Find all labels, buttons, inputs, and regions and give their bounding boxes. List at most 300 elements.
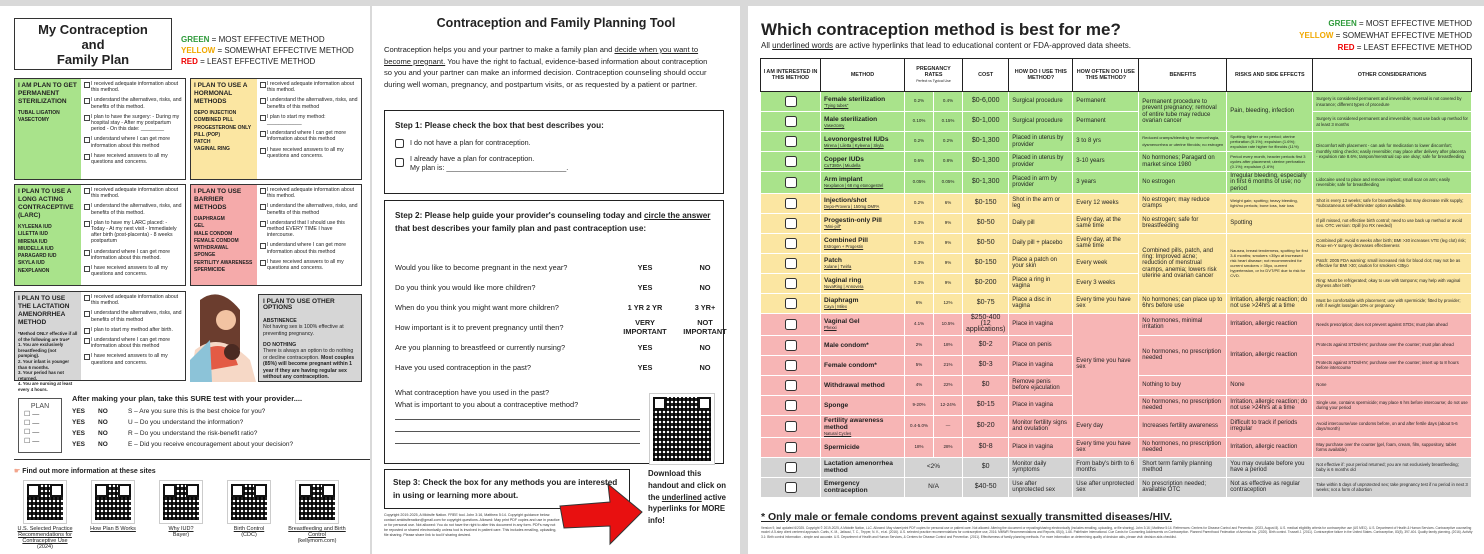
qr-code[interactable]: [24, 481, 66, 523]
method-cell: Withdrawal method: [821, 375, 905, 395]
cost: $0-50: [963, 213, 1009, 233]
method-cell: Patch Xulane | Twirla: [821, 253, 905, 273]
benefits: No prescription needed; available OTC: [1139, 477, 1227, 497]
risks-side-effects: Spotting; lighter or no period; uterine perforation (0.1%); expulsion (1.6%); expulsion rate higher for fibroids (11%): [1227, 132, 1313, 152]
method-brand-links[interactable]: Nexplanon | 68 mg etonogestrel: [824, 183, 884, 189]
cost: $0: [963, 457, 1009, 477]
pregnancy-rate-typical: 0.4%: [934, 92, 963, 112]
step1-box: Step 1: Please check the box that best describes you: I do not have a plan for contraception. I already have a plan for contraception. My plan is: ______________________________.: [384, 110, 724, 194]
answer-option-b[interactable]: NO: [699, 343, 711, 352]
intro-link[interactable]: decide when you want to become pregnant.: [384, 45, 699, 66]
qr-code[interactable]: [92, 481, 134, 523]
plan-checkbox-item[interactable]: I plan to start my method: ____________: [260, 114, 358, 126]
column-header: HOW OFTEN DO I USE THIS METHOD?: [1073, 59, 1139, 92]
pregnancy-rate-perfect: 0.3%: [905, 253, 934, 273]
method-list-item: MALE CONDOM: [194, 230, 233, 237]
interest-checkbox[interactable]: [785, 96, 797, 107]
resource-site: [148, 481, 214, 538]
benefits: No hormones; Paragard on market since 1980: [1139, 152, 1227, 172]
pregnancy-rate-typical: 12-24%: [934, 395, 963, 415]
pregnancy-rate-typical: 18%: [934, 335, 963, 355]
interest-checkbox[interactable]: [785, 198, 797, 209]
risks-side-effects: Pain, bleeding, infection: [1227, 92, 1313, 132]
method-row: [761, 172, 1472, 194]
plan-checkbox-item[interactable]: I received adequate information about this method.: [260, 187, 358, 199]
method-brand-links[interactable]: Xulane | Twirla: [824, 264, 852, 270]
no-plan-checkbox[interactable]: [395, 139, 404, 148]
sure-question-row: [72, 441, 370, 448]
sure-question-row: [72, 419, 370, 426]
page-my-family-plan: [0, 6, 370, 554]
answer-option-b[interactable]: NO: [699, 283, 711, 292]
column-header: BENEFITS: [1139, 59, 1227, 92]
pregnancy-rate-typical: 9%: [934, 273, 963, 293]
method-brand-links[interactable]: "Tying tubes": [824, 102, 849, 108]
pregnancy-rate-typical: 0.15%: [934, 112, 963, 132]
red-arrow-icon: [558, 480, 644, 546]
yes-option[interactable]: YES: [72, 419, 86, 426]
pregnancy-rate-typical: 28%: [934, 437, 963, 457]
interest-checkbox[interactable]: [785, 319, 797, 330]
other-considerations: Not effective if: your period returned; you are not exclusively breastfeeding; baby is 6 months old: [1313, 457, 1472, 477]
how-to-use: Placed in uterus by provider: [1009, 132, 1073, 152]
plan-checklist-icon: PLAN ☐ ― ☐ ― ☐ ― ☐ ―: [18, 398, 62, 453]
condom-footnote: * Only male or female condoms prevent against sexually transmitted diseases/HIV.: [761, 511, 1173, 523]
step1-option-no-plan: I do not have a plan for contraception.: [395, 138, 713, 148]
answer-option-b[interactable]: NO: [699, 363, 711, 372]
how-often: Every time you have sex: [1073, 313, 1139, 415]
method-row: [761, 437, 1472, 457]
method-brand-links[interactable]: CuT380A | Miudella: [824, 162, 861, 168]
answer-option-a[interactable]: YES: [637, 263, 653, 272]
references-text: Version 9, last updated 6/2025. Copyright © 2019-2025, A Midwife Nation, LLC. Allowed: May share/print PDF copies for personal use or patient care. Not allowed: Altering the document or reposting/sharing electronically (includes emailing, uploading, or file sharing). John 3:16 | Matthew 5:14. References: Centers for Disease Control and Prevention. (2023, August 8). U.S. medical eligibility criteria for contraceptive use (US MEC). U.S. Department of Health & Human Services. Contraceptive counseling model: A 5-step client centered approach. Curtis, K. M., Jatlaoui, T. C., Tepper, N. K., et al. (2016). U.S. selected practice recommendations for contraceptive use, 2016. MMWR Recommendations and Reports, 65(4), 1-66. Pathfinder International. Cue Cards for Counseling Adolescents on Contraception. Planned Parenthood Federation of America Inc. (2020). Birth control. Trussell J. (2011). Contraceptive failure in the United States. Contraception, 83(5), 397-404. Quality family planning. (2016). Activity 3.1: Birth control information - simple and accurate. U.S. Department of Health and Human Services, & Centers for Disease Control and Prevention. (2011). Effectiveness of family planning methods. For more information on determining quality of decision aids, please visit: decision aids checklist.: [761, 526, 1473, 539]
how-to-use: Placed in arm by provider: [1009, 172, 1073, 194]
resource-link[interactable]: Why IUD?: [168, 526, 194, 532]
sure-question: E – Did you receive encouragement about your decision?: [128, 441, 294, 448]
plan-checkbox-item[interactable]: I understand where I can get more information about this method: [260, 242, 358, 254]
method-row: [761, 193, 1472, 213]
pregnancy-rate-perfect: 0.3%: [905, 233, 934, 253]
cost: $0-1,000: [963, 112, 1009, 132]
cost: $40-50: [963, 477, 1009, 497]
other-considerations: Lidocaine used to place and remove implant; small scar on arm; easily reversible; safe for breastfeeding: [1313, 172, 1472, 194]
interest-checkbox[interactable]: [785, 298, 797, 309]
column-header: HOW DO I USE THIS METHOD?: [1009, 59, 1073, 92]
other-considerations: Protects against STDs/HIV; purchase over the counter; must plan ahead: [1313, 335, 1472, 355]
other-considerations: May purchase over the counter (gel, foam, cream, film, suppository, tablet forms available): [1313, 437, 1472, 457]
plan-checkbox-item[interactable]: I plan to have my LARC placed: - Today - At my next visit - Immediately after birth (post-placenta) - 8 weeks postpartum: [84, 220, 182, 245]
method-brand-links[interactable]: Mirena | Liletta | Kyleena | Skyla: [824, 142, 884, 148]
plan-checkbox-item[interactable]: I understand the alternatives, risks, and benefits of this method: [260, 203, 358, 215]
interest-checkbox[interactable]: [785, 116, 797, 127]
pregnancy-rate-typical: 0.8%: [934, 152, 963, 172]
method-cell: Lactation amenorrhea method: [821, 457, 905, 477]
how-to-use: Use after unprotected sex: [1009, 477, 1073, 497]
method-brand-links[interactable]: Depo-Provera | 150mg DMPA: [824, 204, 880, 210]
how-often: Every time you have sex: [1073, 437, 1139, 457]
plan-checkbox-item[interactable]: I plan to have the surgery: - During my hospital stay - After my postpartum period - On this date: ________: [84, 114, 182, 133]
counseling-question: Do you think you would like more children? YES NO: [395, 283, 735, 292]
method-list-item: WITHDRAWAL: [194, 245, 229, 252]
page1-title: My Contraception and Family Plan: [14, 18, 172, 70]
risks-side-effects: Weight gain; spotting; heavy bleeding, light/no periods; bone loss, hair loss: [1227, 193, 1313, 213]
how-often: Every time you have sex: [1073, 293, 1139, 313]
method-list-item: SPONGE: [194, 252, 216, 259]
pregnancy-rate-perfect: 0.10%: [905, 112, 934, 132]
benefits: No hormones, no prescription needed: [1139, 335, 1227, 375]
method-cell: Arm implant Nexplanon | 68 mg etonogestrel: [821, 172, 905, 194]
plan-checkbox-item[interactable]: I understand the alternatives, risks, and benefits of this method.: [84, 203, 182, 215]
method-row: [761, 293, 1472, 313]
plan-checkbox-item[interactable]: I understand where I can get more information about this method: [84, 136, 182, 148]
answer-line[interactable]: [395, 443, 640, 444]
plan-checkbox-item[interactable]: I received adequate information about this method.: [260, 81, 358, 93]
how-often: Use after unprotected sex: [1073, 477, 1139, 497]
pregnancy-rate-typical: 0.05%: [934, 172, 963, 194]
column-header: OTHER CONSIDERATIONS: [1313, 59, 1472, 92]
other-considerations: None: [1313, 375, 1472, 395]
counseling-question: How important is it to prevent pregnancy until then? VERY IMPORTANT NOT IMPORTANT: [395, 323, 735, 332]
how-to-use: Monitor fertility signs and ovulation: [1009, 415, 1073, 437]
counseling-question: When do you think you might want more children? 1 YR 2 YR 3 YR+: [395, 303, 735, 312]
risks-side-effects: Irritation, allergic reaction: [1227, 335, 1313, 375]
cost: $0-50: [963, 233, 1009, 253]
answer-option-a[interactable]: YES: [637, 343, 653, 352]
intro-text: Contraception helps you and your partner to make a family plan and decide when you want to become pregnant. You have the right to factual, evidence-based information about contraception so you and your partner can make an informed decision. Contraception counseling should occur during well woman, pregnancy, and postpartum visits, or as requested by a patient or partner.: [384, 45, 708, 90]
plan-checkbox-item[interactable]: I understand where I can get more information about this method.: [84, 249, 182, 261]
interest-checkbox[interactable]: [785, 238, 797, 249]
no-option[interactable]: NO: [98, 419, 108, 426]
method-cell: Levonorgestrel IUDs Mirena | Liletta | Kyleena | Skyla: [821, 132, 905, 152]
benefits: No hormones, no prescription needed: [1139, 437, 1227, 457]
method-brand-links[interactable]: NuvaRing | Annovera: [824, 284, 864, 290]
no-option[interactable]: NO: [98, 441, 108, 448]
method-brand-links[interactable]: Caya | Milex: [824, 304, 847, 310]
plan-checkbox-item[interactable]: I have received answers to all my questions and concerns.: [84, 265, 182, 277]
method-row: [761, 313, 1472, 335]
resource-source: Bayer): [172, 532, 190, 538]
other-considerations: Take within 5 days of unprotected sex; take pregnancy test if no period in next 3 weeks; not a form of abortion: [1313, 477, 1472, 497]
benefits: Nothing to buy: [1139, 375, 1227, 395]
pregnancy-rate-typical: 12%: [934, 293, 963, 313]
interest-checkbox[interactable]: [785, 380, 797, 391]
method-list-item: FERTILITY AWARENESS: [194, 259, 253, 266]
method-list-item: DEPO INJECTION: [194, 110, 237, 116]
answer-option-a[interactable]: YES: [637, 283, 653, 292]
pregnancy-rate-perfect: 2%: [905, 335, 934, 355]
how-often: 3 years: [1073, 172, 1139, 194]
interest-checkbox[interactable]: [785, 340, 797, 351]
download-qr-code[interactable]: [650, 394, 714, 464]
how-often: Every day, at the same time: [1073, 233, 1139, 253]
cost: $0-6,000: [963, 92, 1009, 112]
plan-checkbox-item[interactable]: I have received answers to all my questions and concerns.: [260, 147, 358, 159]
page3-title: Which contraception method is best for me?: [761, 20, 1121, 39]
resource-link[interactable]: How Plan B Works: [90, 526, 136, 532]
other-considerations: Patch: 2005 FDA warning: small increased risk for blood clot; may not be as effective for BMI >30; caution for smokers <35yo: [1313, 253, 1472, 273]
method-list-item: PROGESTERONE ONLY PILL (POP): [194, 124, 251, 138]
other-considerations: Protects against STDs/HIV; purchase over the counter; insert up to 8 hours before intercourse: [1313, 355, 1472, 375]
qr-code[interactable]: [228, 481, 270, 523]
benefits: No estrogen; safe for breastfeeding: [1139, 213, 1227, 233]
sure-question: S – Are you sure this is the best choice for you?: [128, 408, 266, 415]
page3-subtitle: All underlined words are active hyperlinks that lead to educational content or FDA-approved data sheets.: [761, 41, 1132, 50]
how-often: Every 12 weeks: [1073, 193, 1139, 213]
how-to-use: Daily pill + placebo: [1009, 233, 1073, 253]
other-considerations: Combined pill: Avoid 6 weeks after birth; BMI >30 increases VTE (leg clot) risk; Roux-en-Y surgery decreases effectiveness: [1313, 233, 1472, 253]
interest-checkbox[interactable]: [785, 360, 797, 371]
cost: $0-150: [963, 193, 1009, 213]
risks-side-effects: You may ovulate before you have a period: [1227, 457, 1313, 477]
cost: $0-20: [963, 415, 1009, 437]
method-list-item: PARAGARD IUD: [18, 253, 57, 260]
method-row: [761, 253, 1472, 273]
interest-checkbox[interactable]: [785, 482, 797, 493]
plan-checkbox-item[interactable]: I understand the alternatives, risks, and benefits of this method: [260, 97, 358, 109]
other-considerations: Single use, contains spermicide; may place 6 hrs before intercourse; do not use during your period: [1313, 395, 1472, 415]
method-list-item: PATCH: [194, 139, 211, 146]
breastfeeding-illustration: [190, 290, 256, 382]
cost: $0-2: [963, 335, 1009, 355]
resource-link[interactable]: Breastfeeding and Birth Control: [288, 526, 346, 538]
how-often: Permanent: [1073, 92, 1139, 112]
other-considerations: Avoid intercourse/use condoms before, on and after fertile days (about 5-6 days/month): [1313, 415, 1472, 437]
how-often: Every 3 weeks: [1073, 273, 1139, 293]
cost: $0-1,300: [963, 152, 1009, 172]
answer-option-b[interactable]: NOT IMPORTANT: [683, 318, 727, 336]
column-header: PREGNANCY RATES Perfect vs Typical Use: [905, 59, 963, 92]
sites-heading: ☛ Find out more information at these sites: [14, 468, 156, 475]
method-list-item: KYLEENA IUD: [18, 224, 52, 230]
counseling-question: Would you like to become pregnant in the next year? YES NO: [395, 263, 735, 272]
plan-box-other-options: I PLAN TO USE OTHER OPTIONS ABSTINENCE Not having sex is 100% effective at preventing pregnancy. DO NOTHING There is always an option to do nothing or decline contraception. Most couples (85%) will become pregnant within 1 year if they are having regular sex without any contraception.: [258, 294, 362, 382]
method-brand-links[interactable]: Estrogen + Progestin: [824, 244, 864, 250]
answer-option-a[interactable]: YES: [637, 363, 653, 372]
risks-side-effects: Irregular bleeding, especially in first 6 months of use; no period: [1227, 172, 1313, 194]
sure-question: U – Do you understand the information?: [128, 419, 244, 426]
cost: $0-15: [963, 395, 1009, 415]
risks-side-effects: Irritation, allergic reaction; do not use >24hrs at a time: [1227, 293, 1313, 313]
how-to-use: Place a disc in vagina: [1009, 293, 1073, 313]
how-to-use: Placed in uterus by provider: [1009, 152, 1073, 172]
how-to-use: Place in vagina: [1009, 355, 1073, 375]
benefits: Reduced cramps/bleeding for menorrhagia, dysmenorrhea or uterine fibroids; no estrogen: [1139, 132, 1227, 152]
resource-link[interactable]: Birth Control: [233, 526, 265, 532]
divider: [14, 459, 370, 460]
method-row: [761, 112, 1472, 132]
pregnancy-rate-perfect: 0.3%: [905, 273, 934, 293]
plan-checkbox-item[interactable]: I received adequate information about this method.: [84, 294, 182, 306]
how-to-use: Surgical procedure: [1009, 112, 1073, 132]
plan-checkbox-item[interactable]: I received adequate information about this method.: [84, 187, 182, 199]
method-list-item: DIAPHRAGM: [194, 216, 225, 222]
interest-checkbox[interactable]: [785, 278, 797, 289]
pregnancy-rate-perfect: 9-20%: [905, 395, 934, 415]
pregnancy-rate-typical: —: [934, 415, 963, 437]
pregnancy-rate-perfect: 0.05%: [905, 172, 934, 194]
method-cell: Sponge: [821, 395, 905, 415]
method-list-item: VASECTOMY: [18, 117, 50, 124]
method-cell: Fertility awareness method Natural Cycles: [821, 415, 905, 437]
answer-option-b[interactable]: 3 YR+: [694, 303, 716, 312]
benefits: Short term family planning method: [1139, 457, 1227, 477]
download-callout: Download this handout and click on the underlined active hyperlinks for MORE info!: [648, 469, 727, 526]
interest-checkbox[interactable]: [785, 400, 797, 411]
plan-checkbox-item[interactable]: I understand the alternatives, risks, and benefits of this method: [84, 310, 182, 322]
plan-checkbox-item[interactable]: I understand where I can get more information about this method: [260, 130, 358, 142]
pregnancy-rate-perfect: 4%: [905, 375, 934, 395]
pregnancy-rate: <2%: [905, 457, 963, 477]
benefits: No estrogen; may reduce cramps: [1139, 193, 1227, 213]
risks-side-effects: Spotting: [1227, 213, 1313, 233]
cost: $0-3: [963, 355, 1009, 375]
method-cell: Combined Pill Estrogen + Progestin: [821, 233, 905, 253]
page2-title: Contraception and Family Planning Tool: [436, 16, 676, 30]
how-to-use: Place in vagina: [1009, 437, 1073, 457]
plan-checkbox-item[interactable]: I have received answers to all my questions and concerns.: [84, 153, 182, 165]
risks-side-effects: Difficult to track if periods irregular: [1227, 415, 1313, 437]
how-often: 3 to 8 yrs: [1073, 132, 1139, 152]
benefits: Increases fertility awareness: [1139, 415, 1227, 437]
method-list-item: TUBAL LIGATION: [18, 110, 60, 116]
answer-option-a[interactable]: 1 YR 2 YR: [627, 303, 663, 312]
interest-checkbox[interactable]: [785, 218, 797, 229]
interest-checkbox[interactable]: [785, 156, 797, 167]
plan-checkbox-item[interactable]: I have received answers to all my questions and concerns.: [260, 259, 358, 271]
counseling-question: Are you planning to breastfeed or currently nursing? YES NO: [395, 343, 735, 352]
cost: $0-8: [963, 437, 1009, 457]
pregnancy-rate-typical: 9%: [934, 253, 963, 273]
plan-box-sterilization: I AM PLAN TO GET PERMANENT STERILIZATION TUBAL LIGATION VASECTOMY I received adequate information about this method. I understand the alternatives, risks, and benefits of this method. I plan to have the surgery: - During my hospital stay - After my postpartum period - On this date: ________ I understand where I can get more information about this method I have received answers to all my questions and concerns.: [14, 78, 186, 180]
plan-checkbox-item[interactable]: I understand where I can get more information about this method: [84, 337, 182, 349]
method-row: [761, 273, 1472, 293]
qr-code[interactable]: [296, 481, 338, 523]
copyright-text: Copyright 2019-2025, A Midwife Nation. FREE tool. John 3:16, Matthew 5:14. Copyright guidance below: contact amidwifenation@gmail.com for copyright questions. Allowed: May print PDF copies and use in practice or for personal use. Not allowed: You do not have the right to alter this document in any form. PDFs may not be reposted or shared electronically unless tool is involved in patient care. This includes emailing, uploading, file sharing. Please share link to tool if sharing desired.: [384, 513, 560, 537]
answer-option-a[interactable]: VERY IMPORTANT: [623, 318, 667, 336]
pregnancy-rate-perfect: 4.1%: [905, 313, 934, 335]
yes-option[interactable]: YES: [72, 441, 86, 448]
interest-checkbox[interactable]: [785, 177, 797, 188]
method-row: [761, 233, 1472, 253]
cost: $0-75: [963, 293, 1009, 313]
method-cell: Injection/shot Depo-Provera | 150mg DMPA: [821, 193, 905, 213]
how-to-use: Remove penis before ejaculation: [1009, 375, 1073, 395]
method-cell: Vaginal Gel Phexxi: [821, 313, 905, 335]
method-cell: Progestin-only Pill "Mini-pill": [821, 213, 905, 233]
pregnancy-rate-perfect: 0.2%: [905, 132, 934, 152]
resource-source: (kellymom.com): [297, 538, 337, 544]
how-to-use: Place on penis: [1009, 335, 1073, 355]
risks-side-effects: None: [1227, 375, 1313, 395]
resource-link[interactable]: U.S. Selected Practice Recommendations for Contraceptive Use: [17, 526, 73, 544]
pregnancy-rate-typical: 9%: [934, 213, 963, 233]
how-to-use: Place in vagina: [1009, 395, 1073, 415]
benefits: Combined pills, patch, and ring: Improved acne; reduction of menstrual cramps, anemia; lowers risk uterine and ovarian cancer: [1139, 233, 1227, 293]
plan-checkbox-item[interactable]: I plan to start my method after birth.: [84, 327, 182, 333]
answer-line[interactable]: [395, 431, 640, 432]
other-considerations: Ring: Must be refrigerated; okay to use with tampons; may help with vaginal dryness after birth: [1313, 273, 1472, 293]
answer-line[interactable]: [395, 419, 640, 420]
method-list-item: 1. You are exclusively breastfeeding (not pumping).: [18, 342, 64, 359]
method-table: [760, 58, 1472, 498]
method-cell: Spermicide: [821, 437, 905, 457]
pregnancy-rate-typical: 6%: [934, 193, 963, 213]
how-to-use: Surgical procedure: [1009, 92, 1073, 112]
method-list-item: 3. Your period has not returned.: [18, 370, 64, 381]
method-row: [761, 92, 1472, 112]
risks-side-effects: Period every month, heavier periods first 3 cycles after placement; uterine perforation (0.1%); expulsion (1.6%): [1227, 152, 1313, 172]
yes-option[interactable]: YES: [72, 408, 86, 415]
pregnancy-rate: N/A: [905, 477, 963, 497]
interest-checkbox[interactable]: [785, 442, 797, 453]
method-cell: Male condom*: [821, 335, 905, 355]
plan-checkbox-item[interactable]: I understand the alternatives, risks, and benefits of this method.: [84, 97, 182, 109]
pregnancy-rate-perfect: 18%: [905, 437, 934, 457]
method-row: [761, 213, 1472, 233]
method-cell: Emergency contraception: [821, 477, 905, 497]
no-option[interactable]: NO: [98, 408, 108, 415]
benefits: No hormones, minimal irritation: [1139, 313, 1227, 335]
page-method-comparison: [748, 6, 1484, 554]
method-brand-links[interactable]: Vasectomy: [824, 122, 845, 128]
method-brand-links[interactable]: Natural Cycles: [824, 430, 852, 436]
risks-side-effects: Nausea, breast tenderness, spotting for first 3-6 months; smokers <35yo at increased risk heart disease; not recommended for current smokers > 35yo, current hypertension, or hx DVT/PE due to risk for CVD.: [1227, 233, 1313, 293]
method-cell: Copper IUDs CuT380A | Miudella: [821, 152, 905, 172]
method-row: [761, 132, 1472, 152]
how-to-use: Monitor daily symptoms: [1009, 457, 1073, 477]
plan-box-barrier: I PLAN TO USE BARRIER METHODS DIAPHRAGM GEL MALE CONDOM FEMALE CONDOM WITHDRAWAL SPONGE FERTILITY AWARENESS SPERMICIDE I received adequate information about this method. I understand the alternatives, risks, and benefits of this method I understand that I should use this method EVERY TIME I have intercourse. I understand where I can get more information about this method I have received answers to all my questions and concerns.: [190, 184, 362, 286]
step2-box: Step 2: Please help guide your provider's counseling today and circle the answer that best describes your family plan and past contraception use: Would you like to become pregnant in the next year? YES NO Do you think you would like more children? YES NO When do you think you might want more children? 1 YR 2 YR 3 YR+ How important is it to prevent pregnancy until then? VERY IMPORTANT NOT IMPORTANT Are you planning to breastfeed or currently nursing? YES NO Have you used contraception in the past? YES NO What contraception have you used in the past? What is important to you about a contraceptive method?: [384, 200, 724, 464]
sure-question-row: [72, 408, 370, 415]
pregnancy-rate-typical: 9%: [934, 233, 963, 253]
plan-checkbox-item[interactable]: I have received answers to all my questions and concerns.: [84, 353, 182, 365]
method-list-item: GEL: [194, 223, 205, 230]
interest-checkbox[interactable]: [785, 258, 797, 269]
pregnancy-rate-perfect: 0.6%: [905, 152, 934, 172]
counseling-question: Have you used contraception in the past? YES NO: [395, 363, 735, 372]
method-brand-links[interactable]: Phexxi: [824, 325, 837, 331]
column-header: RISKS AND SIDE EFFECTS: [1227, 59, 1313, 92]
qr-code[interactable]: [160, 481, 202, 523]
sure-question-row: [72, 430, 370, 437]
plan-box-lactation: I PLAN TO USE THE LACTATION AMENORRHEA METHOD *Method ONLY effective if all of the following are true* 1. You are exclusively breastfeeding (not pumping). 2. Your infant is younger than 6 months. 3. Your period has not returned. 4. You are nursing at least every 4 hours. I received adequate information about this method. I understand the alternatives, risks, and benefits of this method I plan to start my method after birth. I understand where I can get more information about this method I have received answers to all my questions and concerns.: [14, 291, 186, 381]
has-plan-checkbox[interactable]: [395, 158, 404, 167]
interest-checkbox[interactable]: [785, 462, 797, 473]
method-brand-links[interactable]: "Mini-pill": [824, 224, 842, 230]
cost: $0: [963, 375, 1009, 395]
answer-option-b[interactable]: NO: [699, 263, 711, 272]
page-planning-tool: [372, 6, 740, 554]
plan-checkbox-item[interactable]: I understand that I should use this method EVERY TIME I have intercourse.: [260, 220, 358, 239]
sure-question: R – Do you understand the risk-benefit ratio?: [128, 430, 258, 437]
plan-checkbox-item[interactable]: I received adequate information about this method.: [84, 81, 182, 93]
how-often: From baby's birth to 6 months: [1073, 457, 1139, 477]
cost: $0-200: [963, 273, 1009, 293]
how-to-use: Daily pill: [1009, 213, 1073, 233]
interest-checkbox[interactable]: [785, 421, 797, 432]
yes-option[interactable]: YES: [72, 430, 86, 437]
other-considerations: Discomfort with placement - can ask for medication to lower discomfort; monthly string checks; easily reversible; may place after delivery after placenta - expulsion rate 8.6%; tampon/menstrual cup use okay; safe for breastfeeding: [1313, 132, 1472, 172]
effectiveness-legend: GREEN = MOST EFFECTIVE METHOD YELLOW = SOMEWHAT EFFECTIVE METHOD RED = LEAST EFFECTIVE METHOD: [1299, 19, 1472, 52]
interest-checkbox[interactable]: [785, 136, 797, 147]
how-to-use: Shot in the arm or leg: [1009, 193, 1073, 213]
cost: $250-400 (12 applications): [963, 313, 1009, 335]
pregnancy-rate-perfect: 0.2%: [905, 193, 934, 213]
method-list-item: MIRENA IUD: [18, 238, 48, 245]
resource-source: (CDC): [241, 532, 257, 538]
no-option[interactable]: NO: [98, 430, 108, 437]
pregnancy-rate-perfect: 0.3%: [905, 213, 934, 233]
